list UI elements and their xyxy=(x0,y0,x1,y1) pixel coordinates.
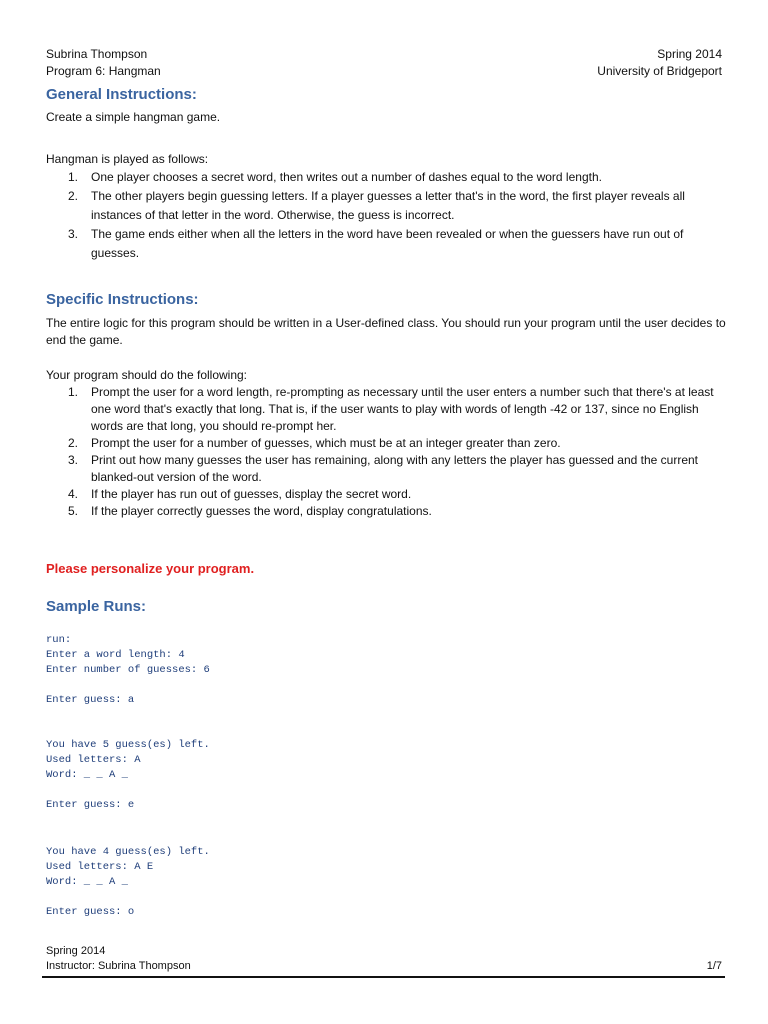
list-item: 5. If the player correctly guesses the word, display congratulations. xyxy=(68,504,432,518)
specific-heading: Specific Instructions: xyxy=(46,291,199,308)
header-author: Subrina Thompson xyxy=(46,47,148,61)
list-item: 4. If the player has run out of guesses, display the secret word. xyxy=(68,487,412,501)
general-lead: Hangman is played as follows: xyxy=(46,152,209,166)
sample-run-block-1: run: Enter a word length: 4 Enter number of guesses: 6 Enter guess: a xyxy=(46,634,210,706)
page-number: 1/7 xyxy=(706,960,722,972)
footer-rule xyxy=(42,976,725,978)
header-term: Spring 2014 xyxy=(657,47,722,61)
general-steps xyxy=(46,168,726,263)
header-program: Program 6: Hangman xyxy=(46,64,161,78)
footer-term: Spring 2014 xyxy=(46,945,106,957)
header-school: University of Bridgeport xyxy=(597,64,722,78)
footer-left xyxy=(46,944,191,974)
general-intro: Create a simple hangman game. xyxy=(46,110,221,124)
specific-intro: The entire logic for this program should be written in a User-defined class. You should run your program until the user decides to end the game. xyxy=(46,316,726,347)
list-item: 2. The other players begin guessing letters. If a player guesses a letter that's in the word, the first player reveals all instances of that letter in the word. Otherwise, the guess is incorrect. xyxy=(68,189,685,222)
sample-run-block-3: You have 4 guess(es) left. Used letters: A E Word: _ _ A _ Enter guess: o xyxy=(46,846,210,918)
footer-instructor: Instructor: Subrina Thompson xyxy=(46,960,191,972)
list-item: 2. Prompt the user for a number of guesses, which must be at an integer greater than zero. xyxy=(68,436,561,450)
list-item: 1. Prompt the user for a word length, re-prompting as necessary until the user enters a number such that there's at least one word that's exactly that long. That is, if the user wants to play with words of length -42 or 137, since no English words are that long, you should re-prompt her. xyxy=(68,385,714,433)
header-left xyxy=(46,46,161,80)
specific-lead: Your program should do the following: xyxy=(46,368,248,382)
sample-run-block-2: You have 5 guess(es) left. Used letters: A Word: _ _ A _ Enter guess: e xyxy=(46,739,210,811)
header-right xyxy=(597,46,722,80)
list-item: 3. The game ends either when all the letters in the word have been revealed or when the guessers have run out of guesses. xyxy=(68,227,684,260)
specific-steps xyxy=(46,384,726,520)
general-heading: General Instructions: xyxy=(46,86,197,103)
list-item: 3. Print out how many guesses the user has remaining, along with any letters the player has guessed and the current blanked-out version of the word. xyxy=(68,453,699,484)
sample-heading: Sample Runs: xyxy=(46,598,147,615)
personalize-note: Please personalize your program. xyxy=(46,561,255,576)
list-item: 1. One player chooses a secret word, then writes out a number of dashes equal to the word length. xyxy=(68,170,602,184)
